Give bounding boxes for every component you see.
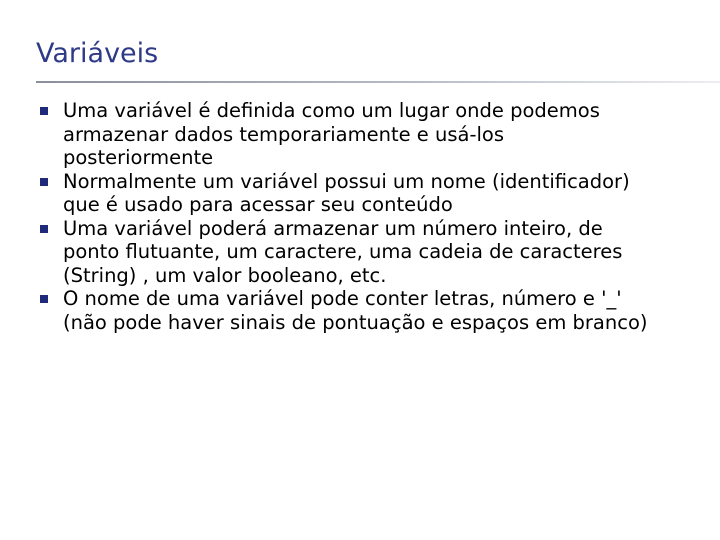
bullet-line: Uma variável é definida como um lugar onde podemos <box>63 99 600 122</box>
bullet-item <box>40 287 710 334</box>
bullet-line: ponto flutuante, um caractere, uma cadeia de caracteres <box>63 240 623 263</box>
bullet-line: Normalmente um variável possui um nome (identificador) <box>63 169 630 193</box>
bullet-line: (String) , um valor booleano, etc. <box>63 263 387 287</box>
bullet-line: O nome de uma variável pode conter letras, número e '_' <box>63 287 622 310</box>
square-bullet-icon <box>40 295 48 303</box>
bullet-item <box>40 170 710 217</box>
bullet-line: Uma variável poderá armazenar um número inteiro, de <box>63 216 603 240</box>
square-bullet-icon <box>40 107 48 115</box>
bullet-item <box>40 99 710 170</box>
square-bullet-icon <box>40 225 48 233</box>
bullet-item <box>40 217 710 288</box>
bullet-line: posteriormente <box>63 146 214 169</box>
bullet-line: que é usado para acessar seu conteúdo <box>63 193 453 216</box>
bullet-line: armazenar dados temporariamente e usá-los <box>63 122 505 146</box>
title-divider <box>36 81 720 83</box>
bullet-list <box>40 99 710 334</box>
square-bullet-icon <box>40 178 48 186</box>
bullet-line: (não pode haver sinais de pontuação e espaços em branco) <box>63 310 648 334</box>
slide-title: Variáveis <box>36 38 159 69</box>
